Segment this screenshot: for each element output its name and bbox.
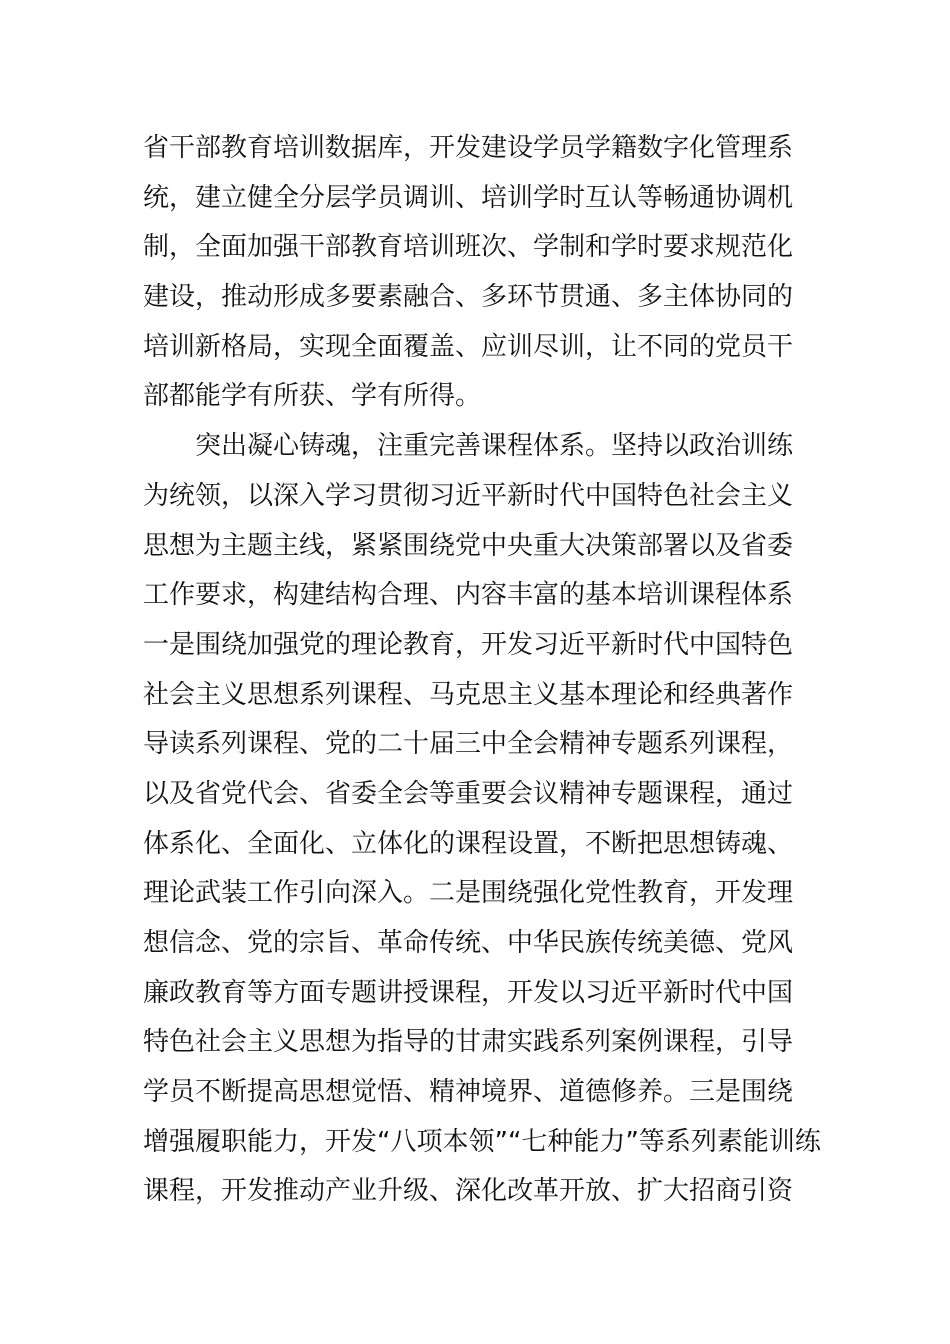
text-line: 以及省党代会、省委全会等重要会议精神专题课程，通过	[143, 778, 794, 809]
text-line: 理论武装工作引向深入。二是围绕强化党性教育，开发理	[143, 878, 794, 909]
paragraph-first-line: 突出凝心铸魂，注重完善课程体系。坚持以政治训练	[195, 431, 794, 462]
body-text	[143, 124, 821, 1217]
text-line: 省干部教育培训数据库，开发建设学员学籍数字化管理系	[143, 133, 794, 163]
text-line: 课程，开发推动产业升级、深化改革开放、扩大招商引资	[143, 1176, 794, 1207]
text-line: 培训新格局，实现全面覆盖、应训尽训，让不同的党员干	[143, 331, 794, 362]
text-line: 社会主义思想系列课程、马克思主义基本理论和经典著作	[143, 679, 794, 710]
text-line: 学员不断提高思想觉悟、精神境界、道德修养。三是围绕	[143, 1077, 794, 1108]
text-line: 特色社会主义思想为指导的甘肃实践系列案例课程，引导	[143, 1027, 794, 1058]
text-line: 工作要求，构建结构合理、内容丰富的基本培训课程体系	[143, 580, 794, 611]
text-line: 制，全面加强干部教育培训班次、学制和学时要求规范化	[143, 232, 794, 263]
text-line: 导读系列课程、党的二十届三中全会精神专题系列课程，	[143, 729, 794, 760]
text-line: 统，建立健全分层学员调训、培训学时互认等畅通协调机	[143, 182, 794, 213]
text-line: 为统领，以深入学习贯彻习近平新时代中国特色社会主义	[143, 480, 794, 511]
text-line: 建设，推动形成多要素融合、多环节贯通、多主体协同的	[143, 282, 794, 313]
text-line: 增强履职能力，开发“八项本领”“七种能力”等系列素能训练	[143, 1126, 821, 1157]
text-line: 思想为主题主线，紧紧围绕党中央重大决策部署以及省委	[143, 530, 794, 561]
text-line: 一是围绕加强党的理论教育，开发习近平新时代中国特色	[143, 629, 794, 660]
text-line: 体系化、全面化、立体化的课程设置，不断把思想铸魂、	[143, 828, 794, 859]
text-line: 廉政教育等方面专题讲授课程，开发以习近平新时代中国	[143, 977, 794, 1008]
text-line: 想信念、党的宗旨、革命传统、中华民族传统美德、党风	[143, 928, 794, 958]
text-line: 部都能学有所获、学有所得。	[143, 381, 482, 412]
